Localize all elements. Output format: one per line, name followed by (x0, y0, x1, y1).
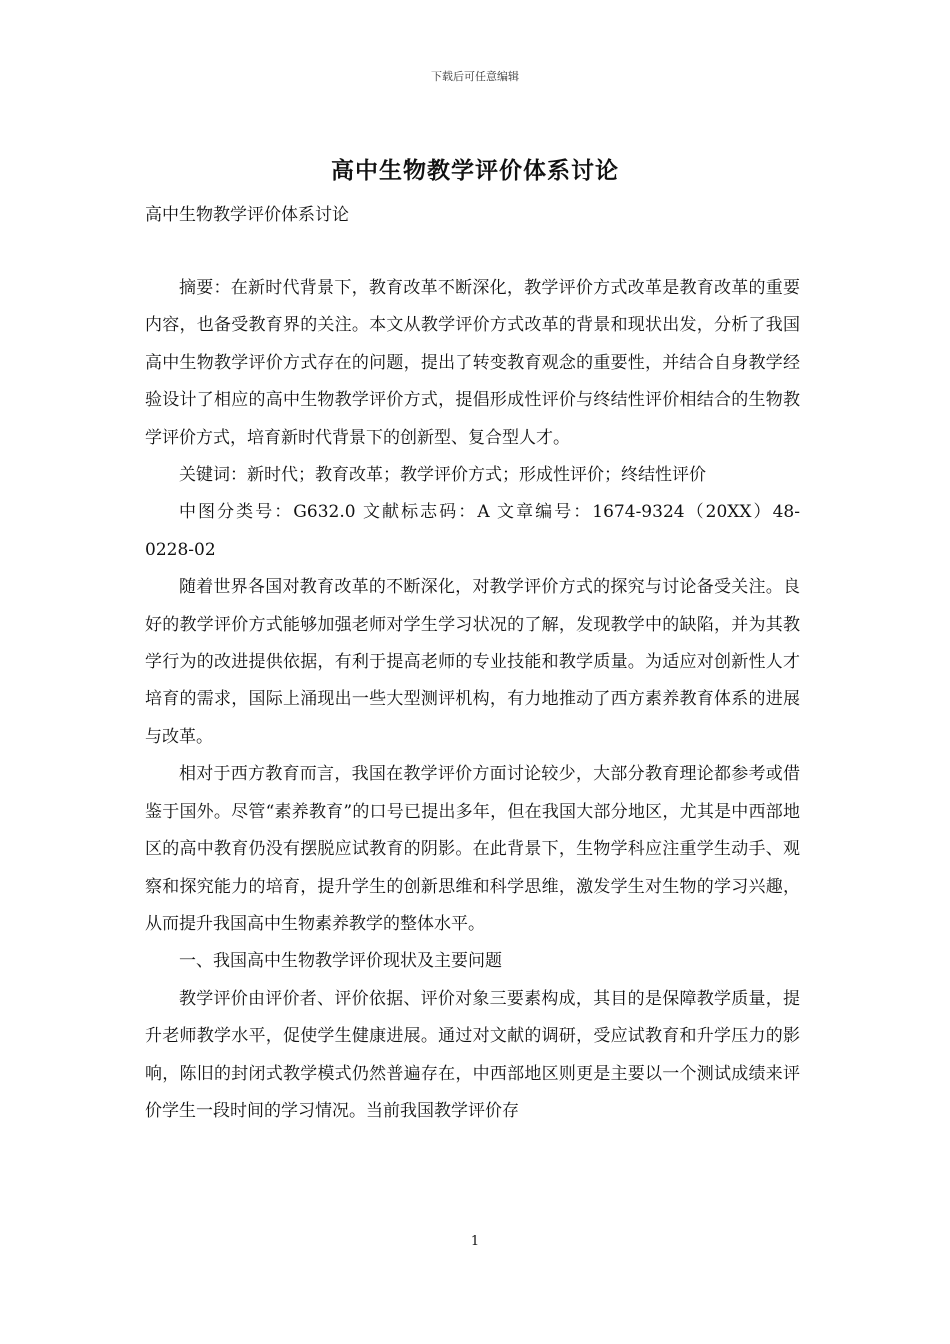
section-heading: 一、我国高中生物教学评价现状及主要问题 (179, 951, 502, 972)
document-title: 高中生物教学评价体系讨论 (331, 157, 619, 184)
document-subtitle: 高中生物教学评价体系讨论 (145, 205, 349, 225)
body-paragraph: 相对于西方教育而言，我国在教学评价方面讨论较少，大部分教育理论都参考或借鉴于国外。尽管“素养教育”的口号已提出多年，但在我国大部分地区，尤其是中西部地区的高中教育仍没有摆脱应试教育的阴影。在此背景下，生物学科应注重学生动手、观察和探究能力的培育，提升学生的创新思维和科学思维，激发学生对生物的学习兴趣，从而提升我国高中生物素养教学的整体水平。 (145, 764, 800, 934)
body-paragraph: 随着世界各国对教育改革的不断深化，对教学评价方式的探究与讨论备受关注。良好的教学评价方式能够加强老师对学生学习状况的了解，发现教学中的缺陷，并为其教学行为的改进提供依据，有利于提高老师的专业技能和教学质量。为适应对创新性人才培育的需求，国际上涌现出一些大型测评机构，有力地推动了西方素养教育体系的进展与改革。 (145, 577, 800, 747)
classification-line: 中图分类号：G632.0 文献标志码：A 文章编号：1674-9324（20XX）48-0228-02 (145, 502, 800, 560)
body-paragraph: 教学评价由评价者、评价依据、评价对象三要素构成，其目的是保障教学质量，提升老师教学水平，促使学生健康进展。通过对文献的调研，受应试教育和升学压力的影响，陈旧的封闭式教学模式仍然普遍存在，中西部地区则更是主要以一个测试成绩来评价学生一段时间的学习情况。当前我国教学评价存 (145, 988, 800, 1121)
body-text (145, 270, 800, 1130)
page-number: 1 (470, 1234, 480, 1249)
header-note: 下载后可任意编辑 (431, 70, 519, 83)
abstract-paragraph: 摘要：在新时代背景下，教育改革不断深化，教学评价方式改革是教育改革的重要内容，也备受教育界的关注。本文从教学评价方式改革的背景和现状出发，分析了我国高中生物教学评价方式存在的问题，提出了转变教育观念的重要性，并结合自身教学经验设计了相应的高中生物教学评价方式，提倡形成性评价与终结性评价相结合的生物教学评价方式，培育新时代背景下的创新型、复合型人才。 (145, 278, 800, 448)
keywords-line: 关键词：新时代；教育改革；教学评价方式；形成性评价；终结性评价 (179, 465, 706, 486)
